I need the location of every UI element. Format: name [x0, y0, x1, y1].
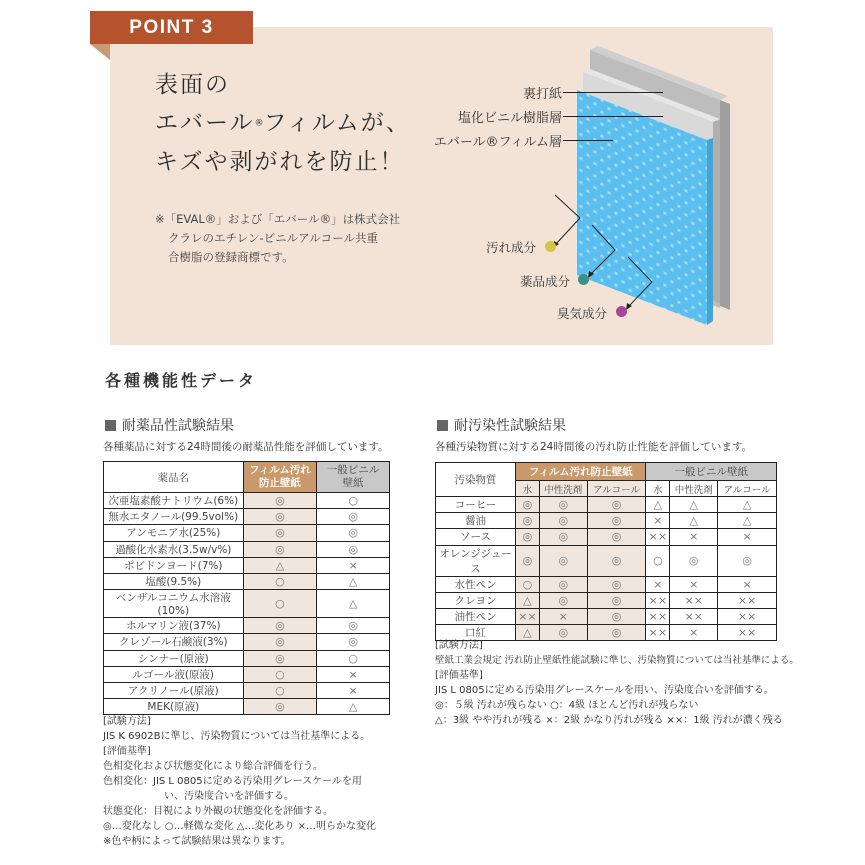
film-rating: ◎ — [243, 699, 317, 715]
general-rating: △ — [317, 573, 390, 589]
table-row — [104, 650, 390, 666]
film-rating: ◎ — [539, 592, 587, 608]
general-rating: ×× — [718, 608, 777, 624]
sub-header-film-2: アルコール — [587, 481, 646, 497]
table-row — [436, 545, 777, 576]
film-rating: ◎ — [243, 618, 317, 634]
chemical-name: ポビドンヨード(7%) — [104, 557, 244, 573]
leader-line-pvc — [563, 116, 663, 117]
general-rating: × — [670, 625, 718, 641]
general-rating: × — [670, 576, 718, 592]
stain-name: 口紅 — [436, 625, 516, 641]
criteria-text-2b: い、汚染度合いを評価する。 — [164, 791, 294, 802]
film-rating: ◎ — [243, 634, 317, 650]
table-row — [436, 513, 777, 529]
film-rating: ◎ — [243, 541, 317, 557]
film-rating: ◎ — [539, 576, 587, 592]
film-rating: ◎ — [539, 497, 587, 513]
general-rating: ×× — [718, 625, 777, 641]
table-row — [104, 682, 390, 698]
stain-name: ソース — [436, 529, 516, 545]
film-rating: ○ — [243, 573, 317, 589]
chemical-name: アクリノール(原液) — [104, 682, 244, 698]
headline-line-1: 表面の — [155, 72, 230, 98]
layer-label-backing: 裏打紙 — [522, 87, 562, 102]
general-rating: × — [718, 576, 777, 592]
headline-line-2 — [155, 104, 411, 143]
rating-legend-1: ◎：５級 汚れが残らない ○：4級 ほとんど汚れが残らない — [435, 700, 699, 711]
header-general-wallpaper: 一般ビニル壁紙 — [646, 463, 777, 481]
chemical-title — [105, 415, 234, 435]
film-rating: ○ — [243, 666, 317, 682]
square-bullet-icon — [437, 420, 448, 431]
table-row — [104, 590, 390, 618]
film-rating: ◎ — [539, 513, 587, 529]
stain-name: 水性ペン — [436, 576, 516, 592]
component-label-stain: 汚れ成分 — [486, 240, 537, 255]
chemical-name: ベンザルコニウム水溶液(10%) — [104, 590, 244, 618]
table-row — [104, 573, 390, 589]
table-row — [436, 529, 777, 545]
film-rating: ◎ — [243, 525, 317, 541]
section-title: 各種機能性データ — [105, 371, 258, 390]
general-rating: △ — [718, 513, 777, 529]
general-rating: × — [646, 576, 670, 592]
chemical-name: アンモニア水(25%) — [104, 525, 244, 541]
stain-dot-icon — [545, 241, 556, 252]
general-rating: ×× — [718, 592, 777, 608]
criteria-text: JIS L 0805に定める汚染用グレースケールを用い、汚染度合いを評価する。 — [435, 685, 774, 696]
general-rating: △ — [317, 590, 390, 618]
table-row — [436, 576, 777, 592]
chemical-dot-icon — [578, 274, 589, 285]
point-badge: POINT 3 — [90, 11, 253, 44]
wall-layers-illustration — [420, 40, 770, 340]
header-chemical-name: 薬品名 — [104, 462, 244, 493]
general-rating: ◎ — [317, 541, 390, 557]
chemical-name: 塩酸(9.5%) — [104, 573, 244, 589]
film-rating: ◎ — [587, 625, 646, 641]
film-rating: ◎ — [587, 576, 646, 592]
criteria-text-2a: 色相変化：JIS L 0805に定める汚染用グレースケールを用 — [103, 776, 362, 787]
general-rating: ◎ — [718, 545, 777, 576]
film-rating: ◎ — [243, 509, 317, 525]
square-bullet-icon — [105, 420, 116, 431]
sub-header-general-1: 中性洗剤 — [670, 481, 718, 497]
table-row — [436, 497, 777, 513]
criteria-label: [評価基準] — [103, 746, 151, 757]
header-film-wallpaper: フィルム汚れ 防止壁紙 — [243, 462, 317, 493]
film-rating: △ — [243, 557, 317, 573]
footnote-line-2: クラレのエチレン-ビニルアルコール共重 — [168, 231, 378, 245]
table-row — [104, 618, 390, 634]
criteria-text-3: 状態変化：目視により外観の状態変化を評価する。 — [103, 806, 333, 817]
stain-name: 油性ペン — [436, 608, 516, 624]
general-rating: × — [317, 666, 390, 682]
chemical-name: 過酸化水素水(3.5w/v%) — [104, 541, 244, 557]
chemical-name: 次亜塩素酸ナトリウム(6%) — [104, 493, 244, 509]
film-rating: ○ — [243, 590, 317, 618]
headline-eval: エバール — [155, 110, 255, 136]
method-text: 壁紙工業会規定 汚れ防止壁紙性能試験に準じ、汚染物質については当社基準による。 — [435, 655, 799, 666]
chemical-notes — [103, 714, 376, 849]
general-rating: ○ — [317, 493, 390, 509]
caution-text: ※色や柄によって試験結果は異なります。 — [103, 836, 291, 847]
chemical-name: クレゾール石鹸液(3%) — [104, 634, 244, 650]
leader-line-film — [563, 140, 613, 141]
general-rating: ×× — [646, 625, 670, 641]
stain-title-text: 耐汚染性試験結果 — [454, 418, 566, 434]
chemical-name: ルゴール液(原液) — [104, 666, 244, 682]
general-rating: ◎ — [317, 618, 390, 634]
general-rating: ×× — [670, 592, 718, 608]
component-label-odor: 臭気成分 — [557, 306, 608, 321]
stain-name: クレヨン — [436, 592, 516, 608]
film-rating: ◎ — [516, 513, 540, 529]
table-row — [104, 699, 390, 715]
film-rating: ◎ — [243, 650, 317, 666]
headline-film: フィルムが、 — [263, 110, 411, 136]
chemical-name: MEK(原液) — [104, 699, 244, 715]
general-rating: ×× — [646, 608, 670, 624]
general-rating: △ — [317, 699, 390, 715]
general-rating: ○ — [317, 650, 390, 666]
method-text: JIS K 6902Bに準じ、汚染物質については当社基準による。 — [103, 731, 371, 742]
sub-header-film-0: 水 — [516, 481, 540, 497]
film-rating: ◎ — [587, 529, 646, 545]
film-rating: ◎ — [539, 529, 587, 545]
chemical-name: 無水エタノール(99.5vol%) — [104, 509, 244, 525]
criteria-text-1: 色相変化および状態変化により総合評価を行う。 — [103, 761, 323, 772]
stain-results-table — [435, 462, 777, 641]
layer-label-pvc: 塩化ビニル樹脂層 — [457, 111, 562, 126]
chemical-title-text: 耐薬品性試験結果 — [122, 418, 234, 434]
chemical-name: ホルマリン液(37%) — [104, 618, 244, 634]
film-rating: ◎ — [539, 625, 587, 641]
stain-name: 醤油 — [436, 513, 516, 529]
general-rating: △ — [670, 497, 718, 513]
film-rating: ◎ — [587, 513, 646, 529]
film-rating: △ — [516, 625, 540, 641]
headline — [155, 66, 411, 181]
header-general-wallpaper: 一般ビニル 壁紙 — [317, 462, 390, 493]
general-rating: △ — [646, 497, 670, 513]
table-row — [104, 634, 390, 650]
general-rating: × — [646, 513, 670, 529]
film-rating: ◎ — [587, 592, 646, 608]
film-rating: ◎ — [243, 493, 317, 509]
film-rating: ○ — [516, 576, 540, 592]
general-rating: ◎ — [317, 509, 390, 525]
layer-label-film: エバール®フィルム層 — [433, 135, 562, 150]
footnote-line-1: ※「EVAL®」および「エバール®」は株式会社 — [155, 212, 401, 226]
stain-name: オレンジジュース — [436, 545, 516, 576]
rating-legend: ◎…変化なし ○…軽微な変化 △…変化あり ×…明らかな変化 — [103, 821, 377, 832]
chemical-name: シンナー(原液) — [104, 650, 244, 666]
criteria-label: [評価基準] — [435, 670, 483, 681]
table-row — [104, 557, 390, 573]
film-rating: ◎ — [587, 608, 646, 624]
sub-header-film-1: 中性洗剤 — [539, 481, 587, 497]
sub-header-general-0: 水 — [646, 481, 670, 497]
general-rating: ◎ — [670, 545, 718, 576]
film-rating: ◎ — [516, 529, 540, 545]
trademark-footnote — [155, 210, 415, 267]
general-rating: × — [317, 557, 390, 573]
general-rating: ×× — [646, 592, 670, 608]
method-label: [試験方法] — [435, 640, 483, 651]
film-rating: ○ — [243, 682, 317, 698]
layer-diagram — [420, 40, 770, 340]
header-stain-name: 汚染物質 — [436, 463, 516, 497]
registered-mark: ® — [254, 118, 264, 129]
table-row — [436, 608, 777, 624]
stain-title — [437, 415, 566, 435]
chemical-description: 各種薬品に対する24時間後の耐薬品性能を評価しています。 — [103, 441, 389, 453]
footnote-line-3: 合樹脂の登録商標です。 — [168, 250, 294, 264]
stain-name: コーヒー — [436, 497, 516, 513]
badge-fold — [90, 44, 110, 60]
general-rating: ○ — [646, 545, 670, 576]
table-row — [104, 541, 390, 557]
method-label: [試験方法] — [103, 716, 151, 727]
sub-header-general-2: アルコール — [718, 481, 777, 497]
rating-legend-2: △：3級 やや汚れが残る ×：2級 かなり汚れが残る ××：1級 汚れが濃く残る — [435, 715, 783, 726]
film-rating: ◎ — [587, 497, 646, 513]
header-film-wallpaper: フィルム汚れ防止壁紙 — [516, 463, 646, 481]
stain-notes — [435, 638, 799, 728]
table-row — [104, 493, 390, 509]
film-rating: ◎ — [516, 497, 540, 513]
component-label-chemical: 薬品成分 — [520, 274, 571, 289]
film-rating: × — [539, 608, 587, 624]
general-rating: × — [317, 682, 390, 698]
general-rating: × — [718, 529, 777, 545]
table-row — [104, 509, 390, 525]
film-rating: ◎ — [539, 545, 587, 576]
leader-line-backing — [563, 92, 663, 93]
film-rating: ◎ — [587, 545, 646, 576]
film-rating: ×× — [516, 608, 540, 624]
odor-dot-icon — [616, 306, 627, 317]
general-rating: × — [670, 529, 718, 545]
stain-description: 各種汚染物質に対する24時間後の汚れ防止性能を評価しています。 — [435, 441, 753, 453]
general-rating: △ — [718, 497, 777, 513]
general-rating: ◎ — [317, 525, 390, 541]
general-rating: ×× — [646, 529, 670, 545]
general-rating: ×× — [670, 608, 718, 624]
film-rating: △ — [516, 592, 540, 608]
chemical-results-table — [103, 461, 390, 715]
table-row — [104, 666, 390, 682]
table-row — [104, 525, 390, 541]
table-row — [436, 592, 777, 608]
general-rating: ◎ — [317, 634, 390, 650]
film-rating: ◎ — [516, 545, 540, 576]
general-rating: △ — [670, 513, 718, 529]
headline-line-3: キズや剥がれを防止！ — [155, 148, 405, 175]
